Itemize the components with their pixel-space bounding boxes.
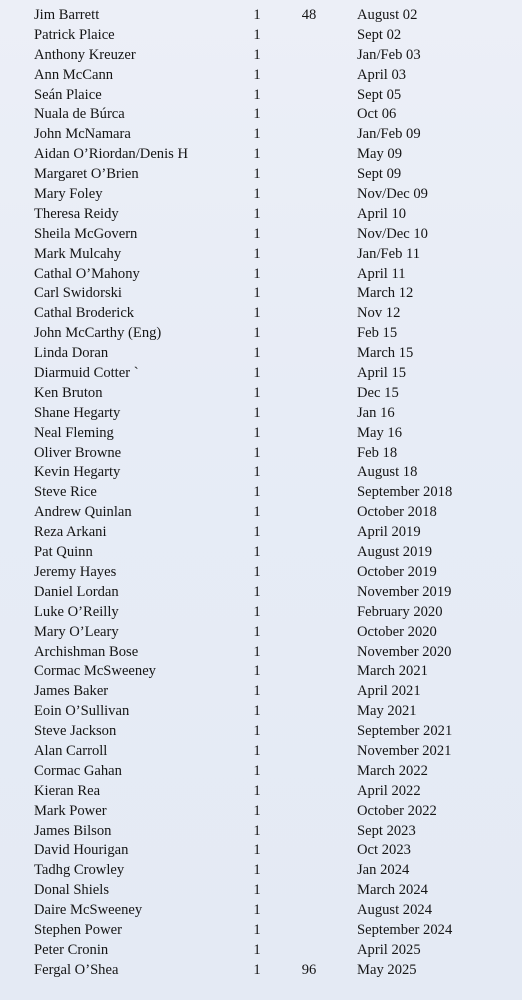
entry-date: Sept 05	[357, 86, 402, 103]
entry-count: 1	[253, 544, 261, 561]
entry-name: Andrew Quinlan	[34, 504, 132, 521]
entry-name: David Hourigan	[34, 842, 129, 859]
list-item	[0, 901, 522, 921]
entry-count: 1	[253, 524, 261, 541]
entry-date: April 2021	[357, 683, 421, 700]
entry-name: Archishman Bose	[34, 643, 139, 660]
entry-name: Jeremy Hayes	[34, 563, 117, 580]
entry-date: May 2021	[357, 703, 417, 720]
entry-name: Seán Plaice	[34, 86, 102, 103]
entry-date: Jan/Feb 11	[357, 245, 421, 262]
entry-count: 1	[253, 444, 261, 461]
list-item	[0, 623, 522, 643]
entry-count: 1	[253, 663, 261, 680]
entry-count: 1	[253, 245, 261, 262]
entry-name: Cathal O’Mahony	[34, 265, 140, 282]
entry-name: Margaret O’Brien	[34, 166, 139, 183]
entry-date: Feb 18	[357, 444, 398, 461]
entry-name: John McCarthy (Eng)	[34, 325, 162, 342]
entry-date: Jan/Feb 09	[357, 126, 421, 143]
entry-count: 1	[253, 126, 261, 143]
entry-date: September 2018	[357, 484, 453, 501]
entry-date: March 2021	[357, 663, 428, 680]
list-item	[0, 563, 522, 583]
entry-name: Shane Hegarty	[34, 404, 121, 421]
entry-count: 1	[253, 921, 261, 938]
entry-count: 1	[253, 484, 261, 501]
list-item	[0, 682, 522, 702]
entry-date: November 2019	[357, 583, 452, 600]
entry-date: September 2021	[357, 723, 453, 740]
entry-date: April 2022	[357, 782, 421, 799]
list-item	[0, 185, 522, 205]
entry-count: 1	[253, 26, 261, 43]
entry-name: Cormac Gahan	[34, 762, 122, 779]
list-item	[0, 782, 522, 802]
entry-date: Sept 02	[357, 26, 402, 43]
entry-count: 1	[253, 166, 261, 183]
list-item	[0, 941, 522, 961]
list-item	[0, 424, 522, 444]
list-item	[0, 205, 522, 225]
entry-count: 1	[253, 7, 261, 23]
entry-date: November 2021	[357, 742, 452, 759]
entry-name: Fergal O’Shea	[34, 961, 119, 978]
entry-count: 1	[253, 305, 261, 322]
list-item	[0, 105, 522, 125]
entry-count: 1	[253, 504, 261, 521]
entry-count: 1	[253, 802, 261, 819]
entry-date: August 18	[357, 464, 418, 481]
entry-count: 1	[253, 623, 261, 640]
entry-date: April 2025	[357, 941, 421, 958]
entry-count: 1	[253, 882, 261, 899]
entry-name: James Baker	[34, 683, 109, 700]
entry-date: Jan 16	[357, 404, 395, 421]
entry-date: October 2018	[357, 504, 437, 521]
entry-date: Oct 2023	[357, 842, 411, 859]
entry-count: 1	[253, 205, 261, 222]
entry-date: Oct 06	[357, 106, 397, 123]
entry-date: Sept 2023	[357, 822, 416, 839]
list-item	[0, 643, 522, 663]
entry-count: 1	[253, 384, 261, 401]
list-item	[0, 404, 522, 424]
entry-name: Daniel Lordan	[34, 583, 119, 600]
list-item	[0, 265, 522, 285]
entry-count: 1	[253, 822, 261, 839]
entry-date: Nov/Dec 10	[357, 225, 428, 242]
entry-count: 1	[253, 146, 261, 163]
entry-count: 1	[253, 325, 261, 342]
entry-name: Sheila McGovern	[34, 225, 138, 242]
entry-name: Carl Swidorski	[34, 285, 122, 302]
entry-count: 1	[253, 762, 261, 779]
list-item	[0, 6, 522, 26]
entry-name: Steve Rice	[34, 484, 97, 501]
entry-count: 1	[253, 563, 261, 580]
entry-name: Linda Doran	[34, 345, 109, 362]
entry-name: Cormac McSweeney	[34, 663, 156, 680]
entry-count: 1	[253, 902, 261, 919]
entry-date: May 16	[357, 424, 402, 441]
entry-name: Kevin Hegarty	[34, 464, 121, 481]
list-item	[0, 444, 522, 464]
entry-name: Nuala de Búrca	[34, 106, 125, 123]
entry-date: October 2019	[357, 563, 437, 580]
list-item	[0, 46, 522, 66]
entry-name: Tadhg Crowley	[34, 862, 125, 879]
entry-name: Jim Barrett	[34, 7, 100, 23]
list-item	[0, 344, 522, 364]
entry-date: February 2020	[357, 603, 443, 620]
list-item	[0, 245, 522, 265]
entry-date: August 2024	[357, 902, 432, 919]
entry-date: August 02	[357, 7, 418, 23]
entry-name: Eoin O’Sullivan	[34, 703, 130, 720]
entry-name: Anthony Kreuzer	[34, 46, 136, 63]
entry-count: 1	[253, 86, 261, 103]
entry-date: October 2020	[357, 623, 437, 640]
list-item	[0, 324, 522, 344]
entry-count: 1	[253, 782, 261, 799]
list-item	[0, 284, 522, 304]
entry-count: 1	[253, 66, 261, 83]
entry-count: 1	[253, 862, 261, 879]
list-item	[0, 304, 522, 324]
entry-name: Ken Bruton	[34, 384, 103, 401]
entry-date: April 11	[357, 265, 406, 282]
entry-name: Pat Quinn	[34, 544, 93, 561]
entry-name: Kieran Rea	[34, 782, 101, 799]
list-item	[0, 523, 522, 543]
entry-count: 1	[253, 464, 261, 481]
entry-date: May 09	[357, 146, 402, 163]
entry-date: March 2024	[357, 882, 428, 899]
entry-name: Theresa Reidy	[34, 205, 119, 222]
list-item	[0, 583, 522, 603]
entry-name: Reza Arkani	[34, 524, 107, 541]
entry-name: Ann McCann	[34, 66, 114, 83]
list-item	[0, 861, 522, 881]
list-item	[0, 921, 522, 941]
entry-total: 48	[301, 7, 317, 23]
entry-date: September 2024	[357, 921, 453, 938]
list-item	[0, 66, 522, 86]
entry-count: 1	[253, 265, 261, 282]
list-item	[0, 742, 522, 762]
list-item	[0, 225, 522, 245]
entry-name: Neal Fleming	[34, 424, 114, 441]
entry-count: 1	[253, 683, 261, 700]
list-item	[0, 822, 522, 842]
entry-count: 1	[253, 186, 261, 203]
entry-count: 1	[253, 961, 261, 978]
entry-date: Nov 12	[357, 305, 401, 322]
entry-count: 1	[253, 106, 261, 123]
entry-count: 1	[253, 365, 261, 382]
list-item	[0, 722, 522, 742]
entries-list	[0, 6, 522, 981]
entry-name: Aidan O’Riordan/Denis H	[34, 146, 189, 163]
entry-date: Sept 09	[357, 166, 402, 183]
entry-name: Luke O’Reilly	[34, 603, 119, 620]
entry-name: Mark Mulcahy	[34, 245, 122, 262]
list-item	[0, 841, 522, 861]
entry-name: Cathal Broderick	[34, 305, 135, 322]
entry-date: Dec 15	[357, 384, 399, 401]
entry-date: Jan/Feb 03	[357, 46, 421, 63]
entry-count: 1	[253, 742, 261, 759]
list-item	[0, 702, 522, 722]
entry-name: Oliver Browne	[34, 444, 122, 461]
entry-name: Alan Carroll	[34, 742, 108, 759]
entry-count: 1	[253, 285, 261, 302]
entry-date: May 2025	[357, 961, 417, 978]
entry-date: April 15	[357, 365, 407, 382]
entry-date: March 15	[357, 345, 414, 362]
list-item	[0, 603, 522, 623]
list-item	[0, 364, 522, 384]
list-item	[0, 483, 522, 503]
list-item	[0, 26, 522, 46]
entry-name: Mark Power	[34, 802, 107, 819]
list-item	[0, 125, 522, 145]
entry-count: 1	[253, 345, 261, 362]
entry-name: John McNamara	[34, 126, 131, 143]
list-item	[0, 961, 522, 981]
entry-name: Stephen Power	[34, 921, 122, 938]
entry-count: 1	[253, 941, 261, 958]
entry-count: 1	[253, 424, 261, 441]
entry-name: Donal Shiels	[34, 882, 109, 899]
entry-total: 96	[301, 961, 317, 978]
entry-count: 1	[253, 404, 261, 421]
entry-count: 1	[253, 842, 261, 859]
entry-count: 1	[253, 643, 261, 660]
entry-count: 1	[253, 583, 261, 600]
entry-date: April 2019	[357, 524, 421, 541]
entry-date: April 03	[357, 66, 407, 83]
list-item	[0, 662, 522, 682]
entry-date: March 12	[357, 285, 414, 302]
entry-date: November 2020	[357, 643, 452, 660]
entry-name: Diarmuid Cotter `	[34, 365, 139, 382]
entry-date: March 2022	[357, 762, 428, 779]
entry-date: April 10	[357, 205, 407, 222]
entry-date: Feb 15	[357, 325, 398, 342]
list-item	[0, 145, 522, 165]
entry-name: Mary Foley	[34, 186, 103, 203]
entry-date: Nov/Dec 09	[357, 186, 428, 203]
list-item	[0, 165, 522, 185]
list-item	[0, 762, 522, 782]
entry-name: Steve Jackson	[34, 723, 117, 740]
entry-count: 1	[253, 225, 261, 242]
list-item	[0, 881, 522, 901]
list-item	[0, 86, 522, 106]
entry-name: Mary O’Leary	[34, 623, 119, 640]
entry-date: Jan 2024	[357, 862, 410, 879]
list-item	[0, 463, 522, 483]
entry-name: James Bilson	[34, 822, 112, 839]
entry-date: October 2022	[357, 802, 437, 819]
entry-name: Daire McSweeney	[34, 902, 143, 919]
list-item	[0, 543, 522, 563]
entry-count: 1	[253, 46, 261, 63]
entry-count: 1	[253, 603, 261, 620]
list-item	[0, 384, 522, 404]
entry-count: 1	[253, 723, 261, 740]
entry-count: 1	[253, 703, 261, 720]
entry-date: August 2019	[357, 544, 432, 561]
list-item	[0, 503, 522, 523]
entry-name: Peter Cronin	[34, 941, 109, 958]
list-item	[0, 802, 522, 822]
entry-name: Patrick Plaice	[34, 26, 115, 43]
